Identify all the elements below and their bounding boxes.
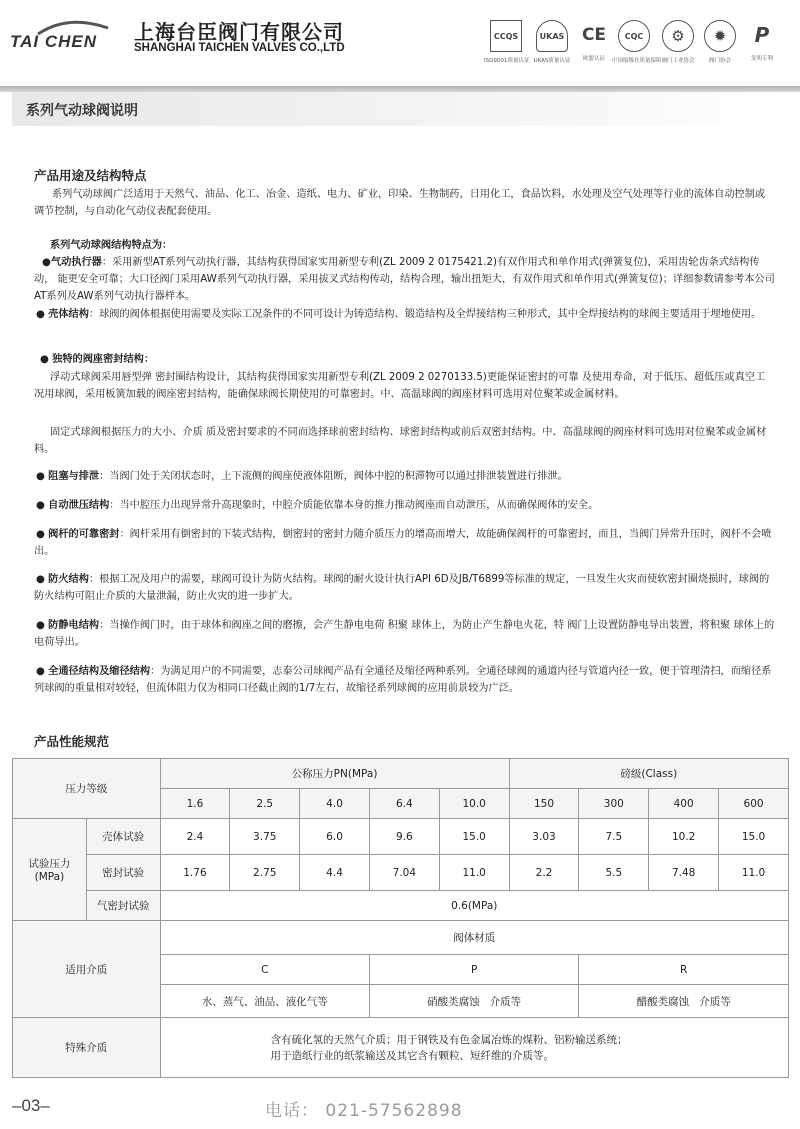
- pn-value: 10.0: [439, 789, 509, 819]
- feature-seat: [34, 351, 779, 368]
- features-heading: 产品用途及结构特点: [34, 168, 147, 183]
- cert-label: 欧盟认证: [582, 56, 605, 62]
- cert-cqc: [612, 20, 662, 64]
- bullet-icon: ●: [40, 354, 49, 365]
- pn-value: 1.6: [160, 789, 230, 819]
- intro-paragraph: 系列气动球阀广泛适用于天然气、油品、化工、冶金、造纸、电力、矿业，印染、生物制药，日用化工，食品饮料，水处理及空气处理等行业的流体自动控制或调节控制，与自动化气动仪表配套使用。: [34, 189, 766, 217]
- company-name-cn: 上海台臣阀门有限公司: [134, 20, 344, 44]
- seal-test-label: 密封试验: [86, 855, 160, 891]
- globe-cert-icon: ✹: [704, 20, 736, 52]
- seal-test-value: 1.76: [160, 855, 230, 891]
- seal-test-value: 11.0: [439, 855, 509, 891]
- feature-label: 壳体结构: [48, 309, 89, 320]
- material-medium: 水、蒸气、油品、液化气等: [160, 985, 369, 1018]
- company-logo: [8, 18, 126, 58]
- feature-label: 独特的阀座密封结构: [52, 354, 144, 365]
- feature-label: 防火结构: [48, 574, 89, 585]
- bullet-icon: ●: [42, 257, 51, 268]
- spec-table: [12, 758, 789, 1078]
- feature-text: ：当操作阀门时，由于球体和阀座之间的磨擦，会产生静电电荷 积聚 球体上，为防止产生静电火花，特 阀门上设置防静电导出装置，将积聚 球体上的电荷导出。: [34, 620, 775, 648]
- telephone: 电话： 021-57562898: [265, 1101, 463, 1121]
- shell-test-value: 10.2: [649, 819, 719, 855]
- feature-text: ：当阀门处于关闭状态时，上下流侧的阀座使液体阻断，阀体中腔的积滞物可以通过排泄装置进行排泄。: [99, 471, 568, 482]
- feature-relief: [34, 497, 779, 514]
- test-pressure-label: 试验压力 (MPa): [13, 819, 87, 921]
- feature-label: 防静电结构: [48, 620, 100, 631]
- pn-value: 6.4: [369, 789, 439, 819]
- material-code: P: [369, 955, 578, 985]
- class-value: 150: [509, 789, 579, 819]
- shell-test-value: 15.0: [439, 819, 509, 855]
- feature-text: ：采用新型AT系列气动执行器，其结构获得国家实用新型专利(ZL 2009 2 0175421.2)有双作用式和单作用式(弹簧复位)，采用齿轮齿条式结构传动， 能更安全可靠；大口径阀门采用AW系列气动执行器，采用拔叉式结构传动，结构合理，输出扭矩大，有双作用式和单作用式(弹簧复位)；详细参数请参考本公司AT系列及AW系列气动执行器样本。: [34, 257, 775, 302]
- cqc-cert-icon: CQC: [618, 20, 650, 52]
- seal-test-value: 7.04: [369, 855, 439, 891]
- special-medium-label: 特殊介质: [13, 1018, 161, 1078]
- seal-test-value: 4.4: [300, 855, 370, 891]
- bullet-icon: ●: [36, 574, 45, 585]
- seal-test-value: 2.75: [230, 855, 300, 891]
- body-material-header: 阀体材质: [160, 921, 788, 955]
- company-name-en: SHANGHAI TAICHEN VALVES CO.,LTD: [134, 42, 345, 54]
- special-medium-line: 用于造纸行业的纸浆输送及其它含有颗粒、短纤维的介质等。: [270, 1049, 555, 1062]
- air-test-label: 气密封试验: [86, 891, 160, 921]
- feature-actuator: [34, 254, 779, 305]
- feature-label-colon: ：: [143, 354, 155, 365]
- pressure-grade-header: 压力等级: [13, 759, 161, 819]
- shell-test-value: 9.6: [369, 819, 439, 855]
- seal-test-value: 5.5: [579, 855, 649, 891]
- feature-block: [34, 468, 779, 485]
- feature-bore: [34, 663, 779, 697]
- ce-cert-icon: CE: [581, 25, 607, 45]
- seal-test-value: 2.2: [509, 855, 579, 891]
- shell-test-value: 2.4: [160, 819, 230, 855]
- feature-text: ：为满足用户的不同需要，志泰公司球阀产品有全通径及缩径两种系列。全通径球阀的通道内径与管道内径一致，便于管理清扫，而缩径系列球阀的重量相对较轻，但流体阻力仅为相同口径截止阀的1/7左右，故缩径系列球阀的应用前景较为广泛。: [34, 666, 772, 694]
- special-medium-line: 含有硫化氢的天然气介质；用于钢铁及有色金属冶炼的煤粉、铝粉输送系统；: [270, 1033, 628, 1046]
- material-code: R: [579, 955, 789, 985]
- feature-text: ：阀杆采用有倒密封的下装式结构，倒密封的密封力随介质压力的增高而增大，故能确保阀杆的可靠密封，而且，当阀门异常升压时，阀杆不会喷出。: [34, 529, 772, 557]
- air-test-value: 0.6(MPa): [160, 891, 788, 921]
- feature-text: ：根据工况及用户的需要，球阀可设计为防火结构。球阀的耐火设计执行API 6D及JB/T6899等标准的规定，一旦发生火灾而使软密封圈烧损时，球阀的防火结构可阻止介质的大量泄漏，防止火灾的进一步扩大。: [34, 574, 770, 602]
- logo-text: TAI CHEN: [10, 32, 98, 51]
- feature-label: 气动执行器: [50, 257, 102, 268]
- shell-test-value: 3.75: [230, 819, 300, 855]
- feature-label: 全通径结构及缩径结构: [48, 666, 151, 677]
- feature-static: [34, 617, 779, 651]
- feature-label: 自动泄压结构: [48, 500, 110, 511]
- cert-label: UKAS质量认证: [533, 58, 571, 64]
- cert-ce: [572, 20, 616, 62]
- class-value: 300: [579, 789, 649, 819]
- feature-label: 阀杆的可靠密封: [48, 529, 120, 540]
- page-number: –03–: [12, 1096, 50, 1115]
- feature-text: ：球阀的阀体根据使用需要及实际工况条件的不同可设计为铸造结构、锻造结构及全焊接结构三种形式，其中全焊接结构的球阀主要适用于埋地使用。: [88, 309, 762, 320]
- cert-ccqs: [484, 20, 528, 64]
- cert-label: 发明专利: [750, 56, 773, 62]
- pn-header: 公称压力PN(MPa): [160, 759, 509, 789]
- cert-label: 中国船级社质量保障: [612, 58, 662, 64]
- seat-paragraph-1: 浮动式球阀采用唇型弹 密封圈结构设计，其结构获得国家实用新型专利(ZL 2009 2 0270133.5)更能保证密封的可靠 及使用寿命，对于低压、超低压或真空工况用球阀，采用板簧加载的阀座密封结构，能确保球阀长期使用的可靠密封。中、高温球阀的阀座材料可选用对位聚苯或金属材料。: [34, 372, 766, 400]
- shell-test-value: 7.5: [579, 819, 649, 855]
- cert-patent: [740, 20, 784, 62]
- bullet-icon: ●: [36, 620, 45, 631]
- cert-association: [698, 20, 742, 64]
- class-value: 400: [649, 789, 719, 819]
- feature-text: ：当中腔压力出现异常升高现象时，中腔介质能依靠本身的推力推动阀座而自动泄压，从而确保阀体的安全。: [109, 500, 599, 511]
- bullet-icon: ●: [36, 529, 45, 540]
- seal-test-value: 11.0: [719, 855, 789, 891]
- shell-test-value: 15.0: [719, 819, 789, 855]
- cert-ukas: [530, 20, 574, 64]
- ukas-cert-icon: UKAS: [536, 20, 568, 52]
- section-title: 系列气动球阀说明: [26, 103, 138, 119]
- bullet-icon: ●: [36, 500, 45, 511]
- pn-value: 4.0: [300, 789, 370, 819]
- bullet-icon: ●: [36, 471, 45, 482]
- feature-body: [34, 306, 779, 323]
- material-code: C: [160, 955, 369, 985]
- gear-cert-icon: ⚙: [662, 20, 694, 52]
- shell-test-label: 壳体试验: [86, 819, 160, 855]
- medium-label: 适用介质: [13, 921, 161, 1018]
- shell-test-value: 3.03: [509, 819, 579, 855]
- seal-test-value: 7.48: [649, 855, 719, 891]
- feature-stem: [34, 526, 779, 560]
- feature-fire: [34, 571, 779, 605]
- pn-value: 2.5: [230, 789, 300, 819]
- bullet-icon: ●: [36, 666, 45, 677]
- cert-industry: [656, 20, 700, 64]
- cert-label: 阀门工业协会: [661, 58, 695, 64]
- patent-cert-icon: P: [754, 23, 770, 47]
- cert-label: 阀门协会: [708, 58, 731, 64]
- seat-paragraph-2: 固定式球阀根据压力的大小、介质 质及密封要求的不同而选择球前密封结构、球密封结构或前后双密封结构。中、高温球阀的阀座材料可选用对位聚苯或金属材料。: [34, 427, 767, 455]
- material-medium: 醋酸类腐蚀 介质等: [579, 985, 789, 1018]
- special-medium-text: [160, 1018, 788, 1078]
- bullet-icon: ●: [36, 309, 45, 320]
- feature-label: 阻塞与排泄: [48, 471, 100, 482]
- cert-label: ISO9001质量认证: [484, 58, 530, 64]
- shell-test-value: 6.0: [300, 819, 370, 855]
- class-value: 600: [719, 789, 789, 819]
- structure-heading: 系列气动球阀结构特点为：: [50, 240, 173, 251]
- class-header: 磅级(Class): [509, 759, 788, 789]
- material-medium: 硝酸类腐蚀 介质等: [369, 985, 578, 1018]
- ccqs-cert-icon: CCQS: [490, 20, 522, 52]
- spec-heading: 产品性能规范: [34, 734, 110, 749]
